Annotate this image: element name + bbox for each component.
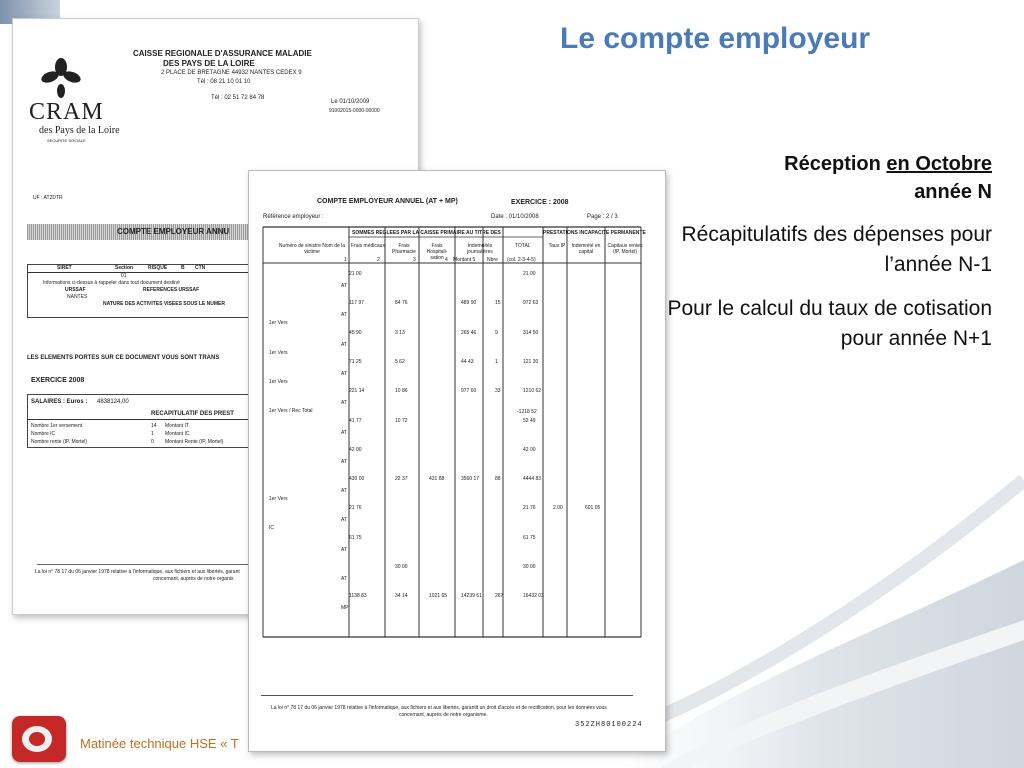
cell-nbre: 33	[495, 388, 501, 395]
cell-type: AT	[341, 370, 348, 377]
hdr-nbre: Nbre	[487, 257, 498, 263]
cell-type: AT	[341, 458, 348, 465]
loi-rule	[37, 564, 252, 565]
cell-medicaux: 1138 83	[349, 593, 367, 600]
nantes-label: NANTES	[67, 294, 88, 300]
hdr-pharmacie-n: 3	[413, 257, 416, 263]
org-tel1: Tél : 08 21 10 01 10	[197, 79, 251, 85]
loi-text-2: concernant, auprès de notre organis	[153, 576, 234, 582]
doc2-loi: La loi n° 78 17 du 06 janvier 1978 relative à l'informatique, aux fichiers et aux libertés, garantit un droit d'accès et de rectification, pour les données vous	[271, 705, 607, 711]
doc2-loi-rule	[261, 695, 633, 696]
letter-ref: 91002015-0000-00000	[329, 108, 380, 114]
cell-hospitalisation: 1021 65	[429, 593, 448, 600]
cell-pharmacie: 3 13	[395, 329, 405, 336]
cell-total: 16432 03	[523, 593, 544, 600]
hdr-total-n: (col. 2-3-4-5)	[507, 257, 536, 263]
cell-nbre: 9	[495, 329, 498, 336]
cell-indemnites: 44 43	[461, 358, 474, 365]
cell-medicaux: 21 76	[349, 505, 362, 512]
cell-hospitalisation: 431 88	[429, 476, 445, 483]
cell-total: 52 49	[523, 417, 536, 424]
banner-title: COMPTE EMPLOYEUR ANNU	[117, 227, 230, 236]
footer	[0, 708, 1024, 768]
org-name-line2: DES PAYS DE LA LOIRE	[163, 59, 255, 68]
cell-capital: 601 05	[585, 505, 601, 512]
hdr-rentes: Capitaux rentes (IP, Mortel)	[607, 243, 643, 255]
cell-type: AT	[341, 517, 348, 524]
rec-total-value: -1218 52	[517, 409, 537, 415]
cell-total: 314 50	[523, 329, 539, 336]
cell-medicaux: 45 90	[349, 329, 362, 336]
cell-medicaux: 430 00	[349, 476, 365, 483]
cram-logo-subtitle: des Pays de la Loire	[39, 125, 120, 136]
hdr-pharmacie: Frais Pharmacie	[392, 243, 416, 255]
cell-type: AT	[341, 546, 348, 553]
info-note: Informations ci-dessus à rappeler dans tout document destiné	[43, 280, 180, 286]
ref-urssaf-label: REFERENCES URSSAF	[143, 287, 200, 293]
cell-total: 972 63	[523, 300, 539, 307]
cell-pharmacie: 34 14	[395, 593, 408, 600]
recap-row-right: Montant IC	[165, 431, 190, 437]
recap-paragraph: Récapitulatifs des dépenses pour l’année N-1	[681, 223, 992, 276]
cell-name: 1er Vers	[269, 378, 288, 385]
recap-row-value: 0	[151, 439, 154, 445]
heading-part2: année N	[914, 181, 992, 203]
cell-medicaux: 117 97	[349, 300, 364, 307]
doc2-title: COMPTE EMPLOYEUR ANNUEL (AT + MP)	[317, 198, 458, 205]
cell-type: AT	[341, 312, 348, 319]
hdr-medicaux-n: 2	[377, 257, 380, 263]
org-name-line1: CAISSE REGIONALE D'ASSURANCE MALADIE	[133, 49, 312, 58]
slide-title: Le compte employeur	[560, 22, 871, 55]
org-address: 2 PLACE DE BRETAGNE 44932 NANTES CEDEX 9	[161, 70, 302, 76]
cell-indemnites: 489 90	[461, 300, 477, 307]
compte-employeur-table-document	[248, 170, 666, 752]
cell-total: 21 76	[523, 505, 536, 512]
cell-type: AT	[341, 400, 348, 407]
cell-indemnites: 14239 61	[461, 593, 482, 600]
cell-total: 30 00	[523, 564, 536, 570]
cell-medicaux: 42 00	[349, 446, 362, 453]
hdr-sinistre: Numéro de sinistre Nom de la victime	[278, 243, 346, 255]
hdr-sommes: SOMMES REGLEES PAR LA CAISSE PRIMAIRE AU TITRE DES	[352, 230, 501, 236]
salaires-label: SALAIRES : Euros :	[31, 399, 88, 405]
calcul-paragraph: Pour le calcul du taux de cotisation pour année N+1	[667, 297, 992, 350]
cell-name: 1er Vers / Rec Total	[269, 408, 313, 415]
cell-type: MP	[341, 605, 349, 612]
cell-name: 1er Vers	[269, 349, 288, 356]
section-value: 01	[121, 273, 127, 279]
urssaf-label: URSSAF	[65, 287, 86, 293]
recap-label: RECAPITULATIF DES PREST	[151, 411, 234, 417]
cell-medicaux: 221 14	[349, 388, 365, 395]
cell-type: AT	[341, 488, 348, 495]
cell-type: AT	[341, 341, 348, 348]
hdr-montant: Montant 5	[453, 257, 476, 263]
cell-pharmacie: 5 62	[395, 358, 405, 365]
col-ctn: CTN	[195, 265, 206, 271]
cell-nbre: 88	[495, 476, 501, 483]
loi-text: La loi n° 78 17 du 06 janvier 1978 relative à l'informatique, aux fichiers et aux libertés, garant	[35, 569, 240, 575]
heading-part1: Réception	[784, 153, 887, 175]
salaires-value: 4838124,00	[97, 399, 129, 405]
cell-type: AT	[341, 283, 348, 289]
cell-total: 61 75	[523, 534, 536, 541]
logo-tiny-text: SECURITE SOCIALE	[47, 138, 86, 143]
cell-pharmacie: 22 37	[395, 476, 408, 483]
reception-heading	[662, 150, 992, 206]
cell-total: 4444 83	[523, 476, 542, 483]
hdr-total: TOTAL	[515, 243, 531, 249]
col-b: B	[181, 265, 185, 271]
uf-code: UF : AT2DTR	[33, 195, 63, 201]
hdr-sinistre-n: 1	[344, 257, 347, 263]
nature-label: NATURE DES ACTIVITES VISEES SOUS LE NUMER	[103, 301, 225, 307]
col-risque: RISQUE	[148, 265, 168, 271]
cell-total: 21 00	[523, 271, 536, 277]
recap-row-value: 1	[151, 431, 154, 437]
recap-rule	[27, 419, 252, 420]
hdr-indemnites: Indemnités journalières	[467, 243, 493, 255]
cell-total: 42 00	[523, 446, 536, 453]
cell-indemnites: 3560 17	[461, 476, 480, 483]
hdr-taux: Taux IP	[548, 243, 566, 249]
doc2-page: Page : 2 / 3	[587, 214, 618, 220]
hdr-prestations: PRESTATIONS INCAPACITE PERMANENTE	[543, 230, 646, 236]
cell-nbre: 267	[495, 593, 504, 600]
siret-rule	[27, 272, 252, 273]
cell-pharmacie: 10 86	[395, 388, 408, 395]
heading-underlined: en Octobre	[886, 153, 992, 175]
cell-nbre: 1	[495, 358, 498, 365]
cell-indemnites: 977 60	[461, 388, 477, 395]
col-siret: SIRET	[57, 265, 72, 271]
footer-text: Matinée technique HSE « T	[80, 736, 239, 751]
recap-row-label: Nombre rente (IP, Mortel)	[31, 439, 88, 445]
elements-text: LES ELEMENTS PORTES SUR CE DOCUMENT VOUS SONT TRANS	[27, 355, 220, 361]
cell-nbre: 15	[495, 300, 501, 307]
cell-medicaux: 41 77	[349, 417, 362, 424]
cell-name: 1er Vers	[269, 496, 288, 503]
cell-total: 121 30	[523, 358, 539, 365]
cell-name: 1er Vers	[269, 320, 288, 327]
recap-row-right: Montant IT	[165, 423, 189, 429]
cell-pharmacie: 10 72	[395, 417, 408, 424]
cell-total: 1210 62	[523, 388, 542, 395]
doc2-date: Date : 01/10/2008	[491, 214, 539, 220]
cell-medicaux: 71 25	[349, 358, 362, 365]
cell-medicaux: 61 75	[349, 534, 362, 541]
cell-taux: 2.00	[553, 505, 563, 512]
cell-indemnites: 265 46	[461, 329, 477, 336]
footer-logo-icon	[12, 716, 66, 762]
doc2-barcode-text: 352ZH80100224	[575, 721, 643, 729]
cell-pharmacie: 84 76	[395, 300, 408, 307]
cell-type: AT	[341, 576, 348, 582]
doc2-loi-2: concernant, auprès de notre organisme.	[399, 712, 488, 718]
cram-flower-logo-icon	[41, 57, 81, 99]
doc2-exercice: EXERCICE : 2008	[511, 199, 569, 206]
hdr-medicaux: Frais médicaux	[351, 243, 385, 249]
doc2-ref-employeur: Référence employeur :	[263, 214, 324, 220]
exercice-label: EXERCICE 2008	[31, 377, 85, 384]
recap-row-label: Nombre 1er versement	[31, 423, 83, 429]
org-tel2: Tél : 02 51 72 84 78	[211, 95, 265, 101]
recap-row-right: Montant Rente (IP, Mortel)	[165, 439, 224, 445]
cell-medicaux: 21 00	[349, 271, 362, 277]
hdr-hospit-n: 4	[445, 257, 448, 263]
hdr-capital: Indemnité en capital	[571, 243, 601, 255]
hdr-hospit: Frais Hospitali-sation	[426, 243, 448, 261]
cell-type: AT	[341, 429, 348, 436]
recap-row-value: 14	[151, 423, 157, 429]
col-section: Section	[115, 265, 134, 271]
recap-row-label: Nombre IC	[31, 431, 56, 437]
cell-pharmacie: 30 00	[395, 564, 408, 570]
cram-logo-text: CRAM	[29, 99, 104, 125]
letter-date: Le 01/10/2009	[331, 99, 370, 105]
cell-name: IC	[269, 525, 274, 532]
right-text-block	[662, 150, 992, 368]
